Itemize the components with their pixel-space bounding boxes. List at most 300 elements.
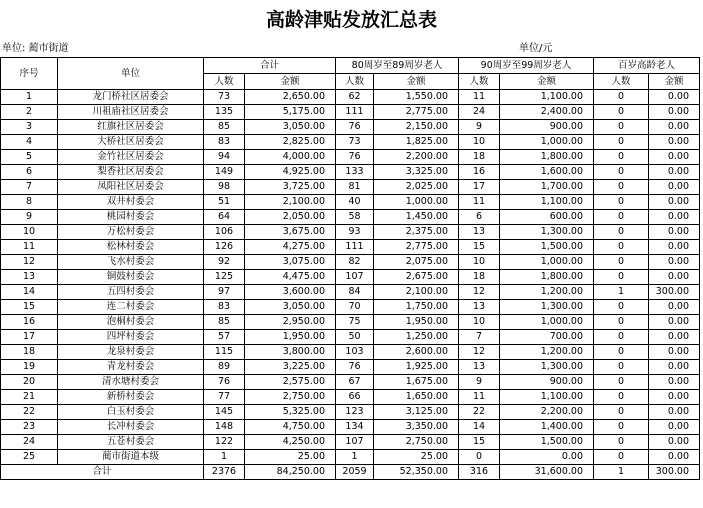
- col-count-header: 人数: [459, 74, 500, 90]
- cell-seq: 11: [1, 240, 58, 255]
- cell-80-amount: 2,750.00: [374, 435, 459, 450]
- cell-total-amount: 3,050.00: [245, 120, 336, 135]
- cell-100-count: 0: [594, 135, 649, 150]
- cell-unit: 新桥村委会: [58, 390, 204, 405]
- subsidy-summary-table: [0, 57, 700, 480]
- cell-unit: 长冲村委会: [58, 420, 204, 435]
- cell-total-count: 125: [204, 270, 245, 285]
- table-row: [1, 135, 700, 150]
- cell-80-amount: 1,950.00: [374, 315, 459, 330]
- cell-total-amount: 3,800.00: [245, 345, 336, 360]
- group-100-header: 百岁高龄老人: [594, 58, 700, 74]
- cell-total-amount: 2,825.00: [245, 135, 336, 150]
- table-row: [1, 120, 700, 135]
- table-row: [1, 285, 700, 300]
- header-row-1: [1, 58, 700, 74]
- cell-80-count: 76: [336, 120, 374, 135]
- cell-seq: 5: [1, 150, 58, 165]
- table-row: [1, 330, 700, 345]
- cell-100-count: 0: [594, 420, 649, 435]
- cell-80-count: 76: [336, 150, 374, 165]
- cell-seq: 8: [1, 195, 58, 210]
- cell-80-count: 107: [336, 435, 374, 450]
- cell-80-amount: 3,325.00: [374, 165, 459, 180]
- table-row: [1, 420, 700, 435]
- cell-100-amount: 0.00: [649, 225, 700, 240]
- table-row: [1, 300, 700, 315]
- cell-90-count: 0: [459, 450, 500, 465]
- cell-90-count: 10: [459, 135, 500, 150]
- cell-100-count: 1: [594, 285, 649, 300]
- table-row: [1, 345, 700, 360]
- col-amount-header: 金额: [374, 74, 459, 90]
- cell-100-amount: 0.00: [649, 105, 700, 120]
- cell-90-count: 13: [459, 300, 500, 315]
- table-row: [1, 255, 700, 270]
- cell-total-amount: 3,075.00: [245, 255, 336, 270]
- cell-seq: 6: [1, 165, 58, 180]
- cell-total-amount: 4,000.00: [245, 150, 336, 165]
- cell-unit: 红旗社区居委会: [58, 120, 204, 135]
- cell-seq: 10: [1, 225, 58, 240]
- cell-80-amount: 2,675.00: [374, 270, 459, 285]
- cell-seq: 18: [1, 345, 58, 360]
- cell-90-amount: 1,100.00: [500, 195, 594, 210]
- cell-unit: 青龙村委会: [58, 360, 204, 375]
- cell-90-count: 11: [459, 195, 500, 210]
- cell-90-amount: 31,600.00: [500, 465, 594, 480]
- cell-seq: 21: [1, 390, 58, 405]
- cell-100-count: 0: [594, 105, 649, 120]
- cell-unit: 飞水村委会: [58, 255, 204, 270]
- cell-total-count: 64: [204, 210, 245, 225]
- table-row: [1, 105, 700, 120]
- cell-80-count: 82: [336, 255, 374, 270]
- cell-total-count: 2376: [204, 465, 245, 480]
- cell-80-amount: 3,350.00: [374, 420, 459, 435]
- cell-80-count: 103: [336, 345, 374, 360]
- cell-100-count: 0: [594, 150, 649, 165]
- cell-90-count: 7: [459, 330, 500, 345]
- cell-total-amount: 4,475.00: [245, 270, 336, 285]
- cell-90-amount: 1,600.00: [500, 165, 594, 180]
- cell-seq: 2: [1, 105, 58, 120]
- page-title: 高龄津贴发放汇总表: [265, 9, 437, 31]
- cell-total-amount: 1,950.00: [245, 330, 336, 345]
- cell-total-amount: 5,175.00: [245, 105, 336, 120]
- cell-seq: 14: [1, 285, 58, 300]
- cell-80-count: 50: [336, 330, 374, 345]
- cell-80-amount: 2,100.00: [374, 285, 459, 300]
- cell-90-amount: 900.00: [500, 120, 594, 135]
- cell-90-count: 13: [459, 360, 500, 375]
- cell-100-count: 0: [594, 270, 649, 285]
- cell-100-amount: 0.00: [649, 120, 700, 135]
- cell-90-count: 12: [459, 345, 500, 360]
- cell-unit: 梨香社区居委会: [58, 165, 204, 180]
- cell-total-count: 92: [204, 255, 245, 270]
- table-row: [1, 375, 700, 390]
- cell-100-amount: 0.00: [649, 165, 700, 180]
- cell-90-count: 17: [459, 180, 500, 195]
- cell-80-amount: 1,550.00: [374, 90, 459, 105]
- cell-seq: 23: [1, 420, 58, 435]
- table-row: [1, 90, 700, 105]
- cell-total-amount: 4,750.00: [245, 420, 336, 435]
- cell-total-count: 83: [204, 135, 245, 150]
- cell-100-amount: 0.00: [649, 405, 700, 420]
- cell-90-count: 15: [459, 240, 500, 255]
- cell-total-amount: 3,050.00: [245, 300, 336, 315]
- cell-100-amount: 0.00: [649, 90, 700, 105]
- cell-100-count: 0: [594, 435, 649, 450]
- cell-total-count: 1: [204, 450, 245, 465]
- cell-80-count: 93: [336, 225, 374, 240]
- cell-total-amount: 2,575.00: [245, 375, 336, 390]
- cell-seq: 7: [1, 180, 58, 195]
- cell-100-count: 0: [594, 225, 649, 240]
- cell-total-amount: 3,225.00: [245, 360, 336, 375]
- cell-100-amount: 0.00: [649, 180, 700, 195]
- group-total-header: 合计: [204, 58, 336, 74]
- cell-100-count: 1: [594, 465, 649, 480]
- cell-unit: 五苍村委会: [58, 435, 204, 450]
- cell-unit: 松林村委会: [58, 240, 204, 255]
- cell-90-amount: 1,400.00: [500, 420, 594, 435]
- cell-100-amount: 0.00: [649, 195, 700, 210]
- cell-seq: 24: [1, 435, 58, 450]
- total-row: [1, 465, 700, 480]
- cell-90-count: 18: [459, 150, 500, 165]
- cell-unit: 龙泉村委会: [58, 345, 204, 360]
- cell-100-amount: 300.00: [649, 465, 700, 480]
- table-row: [1, 390, 700, 405]
- cell-90-amount: 1,300.00: [500, 225, 594, 240]
- cell-90-count: 13: [459, 225, 500, 240]
- cell-total-count: 148: [204, 420, 245, 435]
- cell-90-count: 24: [459, 105, 500, 120]
- table-body: [1, 90, 700, 480]
- cell-80-count: 123: [336, 405, 374, 420]
- cell-80-count: 58: [336, 210, 374, 225]
- cell-total-amount: 84,250.00: [245, 465, 336, 480]
- cell-total-count: 135: [204, 105, 245, 120]
- cell-80-amount: 52,350.00: [374, 465, 459, 480]
- cell-total-count: 73: [204, 90, 245, 105]
- cell-80-count: 81: [336, 180, 374, 195]
- cell-90-amount: 1,300.00: [500, 300, 594, 315]
- cell-total-amount: 4,275.00: [245, 240, 336, 255]
- cell-total-count: 98: [204, 180, 245, 195]
- cell-90-count: 10: [459, 255, 500, 270]
- cell-seq: 4: [1, 135, 58, 150]
- cell-unit: 川祖庙社区居委会: [58, 105, 204, 120]
- cell-90-count: 9: [459, 375, 500, 390]
- cell-90-amount: 1,500.00: [500, 240, 594, 255]
- table-row: [1, 240, 700, 255]
- cell-unit: 清水塘村委会: [58, 375, 204, 390]
- cell-100-amount: 0.00: [649, 420, 700, 435]
- cell-100-count: 0: [594, 390, 649, 405]
- cell-100-amount: 0.00: [649, 360, 700, 375]
- cell-90-count: 9: [459, 120, 500, 135]
- cell-90-count: 16: [459, 165, 500, 180]
- currency-label: 单位/元: [519, 43, 553, 54]
- cell-unit: 万松村委会: [58, 225, 204, 240]
- col-count-header: 人数: [204, 74, 245, 90]
- cell-80-amount: 2,075.00: [374, 255, 459, 270]
- cell-90-amount: 1,300.00: [500, 360, 594, 375]
- cell-total-amount: 3,725.00: [245, 180, 336, 195]
- cell-total-count: 77: [204, 390, 245, 405]
- cell-100-amount: 0.00: [649, 315, 700, 330]
- cell-total-amount: 3,675.00: [245, 225, 336, 240]
- cell-80-count: 75: [336, 315, 374, 330]
- cell-80-amount: 1,450.00: [374, 210, 459, 225]
- cell-80-amount: 1,825.00: [374, 135, 459, 150]
- cell-80-amount: 1,000.00: [374, 195, 459, 210]
- cell-90-amount: 900.00: [500, 375, 594, 390]
- cell-100-count: 0: [594, 195, 649, 210]
- cell-90-amount: 700.00: [500, 330, 594, 345]
- cell-seq: 12: [1, 255, 58, 270]
- table-row: [1, 360, 700, 375]
- cell-80-amount: 25.00: [374, 450, 459, 465]
- cell-unit: 桃园村委会: [58, 210, 204, 225]
- cell-total-count: 122: [204, 435, 245, 450]
- cell-100-count: 0: [594, 450, 649, 465]
- cell-100-amount: 300.00: [649, 285, 700, 300]
- cell-80-count: 134: [336, 420, 374, 435]
- cell-90-amount: 1,000.00: [500, 255, 594, 270]
- cell-total-amount: 2,050.00: [245, 210, 336, 225]
- cell-total-amount: 4,925.00: [245, 165, 336, 180]
- cell-80-amount: 2,025.00: [374, 180, 459, 195]
- cell-90-amount: 600.00: [500, 210, 594, 225]
- cell-90-count: 10: [459, 315, 500, 330]
- cell-total-amount: 4,250.00: [245, 435, 336, 450]
- table-row: [1, 270, 700, 285]
- table-row: [1, 225, 700, 240]
- cell-100-count: 0: [594, 300, 649, 315]
- cell-seq: 13: [1, 270, 58, 285]
- col-unit-header: 单位: [58, 58, 204, 90]
- cell-total-amount: 2,950.00: [245, 315, 336, 330]
- cell-100-count: 0: [594, 345, 649, 360]
- cell-80-amount: 1,925.00: [374, 360, 459, 375]
- cell-100-count: 0: [594, 180, 649, 195]
- cell-total-count: 94: [204, 150, 245, 165]
- cell-90-amount: 1,100.00: [500, 390, 594, 405]
- cell-total-amount: 5,325.00: [245, 405, 336, 420]
- table-row: [1, 315, 700, 330]
- group-80-89-header: 80周岁至89周岁老人: [336, 58, 459, 74]
- cell-90-count: 11: [459, 90, 500, 105]
- cell-80-count: 111: [336, 105, 374, 120]
- cell-100-amount: 0.00: [649, 390, 700, 405]
- cell-90-count: 11: [459, 390, 500, 405]
- cell-total-label: 合计: [1, 465, 204, 480]
- cell-80-count: 107: [336, 270, 374, 285]
- cell-unit: 龙门桥社区居委会: [58, 90, 204, 105]
- cell-90-count: 12: [459, 285, 500, 300]
- table-row: [1, 450, 700, 465]
- cell-80-count: 40: [336, 195, 374, 210]
- cell-100-amount: 0.00: [649, 450, 700, 465]
- cell-80-count: 70: [336, 300, 374, 315]
- cell-seq: 16: [1, 315, 58, 330]
- cell-total-count: 149: [204, 165, 245, 180]
- cell-total-count: 97: [204, 285, 245, 300]
- cell-seq: 15: [1, 300, 58, 315]
- cell-unit: 蔺市街道本级: [58, 450, 204, 465]
- cell-100-amount: 0.00: [649, 330, 700, 345]
- cell-80-count: 66: [336, 390, 374, 405]
- cell-unit: 连二村委会: [58, 300, 204, 315]
- cell-100-count: 0: [594, 120, 649, 135]
- cell-80-amount: 2,200.00: [374, 150, 459, 165]
- cell-total-amount: 25.00: [245, 450, 336, 465]
- table-row: [1, 210, 700, 225]
- cell-total-amount: 2,100.00: [245, 195, 336, 210]
- cell-80-amount: 1,750.00: [374, 300, 459, 315]
- group-90-99-header: 90周岁至99周岁老人: [459, 58, 594, 74]
- cell-seq: 17: [1, 330, 58, 345]
- cell-90-amount: 2,200.00: [500, 405, 594, 420]
- cell-80-count: 2059: [336, 465, 374, 480]
- cell-seq: 1: [1, 90, 58, 105]
- cell-100-count: 0: [594, 375, 649, 390]
- col-count-header: 人数: [336, 74, 374, 90]
- cell-100-count: 0: [594, 330, 649, 345]
- cell-90-amount: 1,700.00: [500, 180, 594, 195]
- cell-100-count: 0: [594, 255, 649, 270]
- cell-total-count: 85: [204, 120, 245, 135]
- cell-80-count: 133: [336, 165, 374, 180]
- cell-total-count: 57: [204, 330, 245, 345]
- cell-unit: 大桥社区居委会: [58, 135, 204, 150]
- table-row: [1, 150, 700, 165]
- col-amount-header: 金额: [649, 74, 700, 90]
- cell-80-amount: 2,375.00: [374, 225, 459, 240]
- cell-100-count: 0: [594, 165, 649, 180]
- cell-80-count: 76: [336, 360, 374, 375]
- cell-80-count: 84: [336, 285, 374, 300]
- cell-100-amount: 0.00: [649, 135, 700, 150]
- cell-seq: 25: [1, 450, 58, 465]
- cell-90-amount: 1,000.00: [500, 315, 594, 330]
- cell-80-count: 62: [336, 90, 374, 105]
- cell-100-amount: 0.00: [649, 300, 700, 315]
- cell-80-count: 1: [336, 450, 374, 465]
- cell-90-amount: 1,800.00: [500, 270, 594, 285]
- cell-total-count: 145: [204, 405, 245, 420]
- cell-100-amount: 0.00: [649, 210, 700, 225]
- cell-total-count: 83: [204, 300, 245, 315]
- cell-90-amount: 0.00: [500, 450, 594, 465]
- table-row: [1, 195, 700, 210]
- cell-80-amount: 1,650.00: [374, 390, 459, 405]
- cell-90-count: 18: [459, 270, 500, 285]
- cell-unit: 铜鼓村委会: [58, 270, 204, 285]
- cell-seq: 22: [1, 405, 58, 420]
- cell-100-count: 0: [594, 90, 649, 105]
- table-row: [1, 180, 700, 195]
- cell-total-amount: 2,750.00: [245, 390, 336, 405]
- table-row: [1, 435, 700, 450]
- cell-80-amount: 2,775.00: [374, 240, 459, 255]
- cell-seq: 20: [1, 375, 58, 390]
- cell-100-count: 0: [594, 405, 649, 420]
- cell-80-count: 73: [336, 135, 374, 150]
- cell-90-count: 15: [459, 435, 500, 450]
- cell-90-amount: 1,100.00: [500, 90, 594, 105]
- cell-90-amount: 1,200.00: [500, 285, 594, 300]
- cell-100-amount: 0.00: [649, 150, 700, 165]
- cell-total-count: 85: [204, 315, 245, 330]
- cell-unit: 泡桐村委会: [58, 315, 204, 330]
- cell-90-count: 14: [459, 420, 500, 435]
- cell-total-count: 106: [204, 225, 245, 240]
- cell-unit: 五四村委会: [58, 285, 204, 300]
- cell-100-count: 0: [594, 240, 649, 255]
- col-amount-header: 金额: [500, 74, 594, 90]
- cell-100-amount: 0.00: [649, 345, 700, 360]
- cell-unit: 金竹社区居委会: [58, 150, 204, 165]
- cell-90-amount: 1,200.00: [500, 345, 594, 360]
- cell-total-count: 126: [204, 240, 245, 255]
- cell-unit: 白玉村委会: [58, 405, 204, 420]
- cell-total-count: 115: [204, 345, 245, 360]
- sub-header-row: [0, 40, 703, 57]
- col-count-header: 人数: [594, 74, 649, 90]
- table-row: [1, 405, 700, 420]
- col-amount-header: 金额: [245, 74, 336, 90]
- cell-90-count: 22: [459, 405, 500, 420]
- cell-80-count: 67: [336, 375, 374, 390]
- cell-total-count: 51: [204, 195, 245, 210]
- cell-80-amount: 1,675.00: [374, 375, 459, 390]
- cell-80-amount: 2,775.00: [374, 105, 459, 120]
- cell-100-amount: 0.00: [649, 375, 700, 390]
- cell-90-count: 6: [459, 210, 500, 225]
- cell-100-count: 0: [594, 210, 649, 225]
- cell-90-amount: 1,000.00: [500, 135, 594, 150]
- cell-80-amount: 3,125.00: [374, 405, 459, 420]
- cell-seq: 3: [1, 120, 58, 135]
- cell-100-amount: 0.00: [649, 435, 700, 450]
- cell-total-count: 76: [204, 375, 245, 390]
- cell-total-amount: 3,600.00: [245, 285, 336, 300]
- cell-80-amount: 1,250.00: [374, 330, 459, 345]
- cell-90-count: 316: [459, 465, 500, 480]
- cell-80-amount: 2,600.00: [374, 345, 459, 360]
- cell-80-amount: 2,150.00: [374, 120, 459, 135]
- cell-unit: 双井村委会: [58, 195, 204, 210]
- cell-100-amount: 0.00: [649, 255, 700, 270]
- cell-100-amount: 0.00: [649, 270, 700, 285]
- cell-seq: 19: [1, 360, 58, 375]
- cell-total-amount: 2,650.00: [245, 90, 336, 105]
- cell-unit: 凤阳社区居委会: [58, 180, 204, 195]
- cell-total-count: 89: [204, 360, 245, 375]
- table-row: [1, 165, 700, 180]
- unit-label: 单位: 蔺市街道: [2, 43, 69, 54]
- cell-90-amount: 1,500.00: [500, 435, 594, 450]
- col-seq-header: 序号: [1, 58, 58, 90]
- cell-100-amount: 0.00: [649, 240, 700, 255]
- cell-90-amount: 1,800.00: [500, 150, 594, 165]
